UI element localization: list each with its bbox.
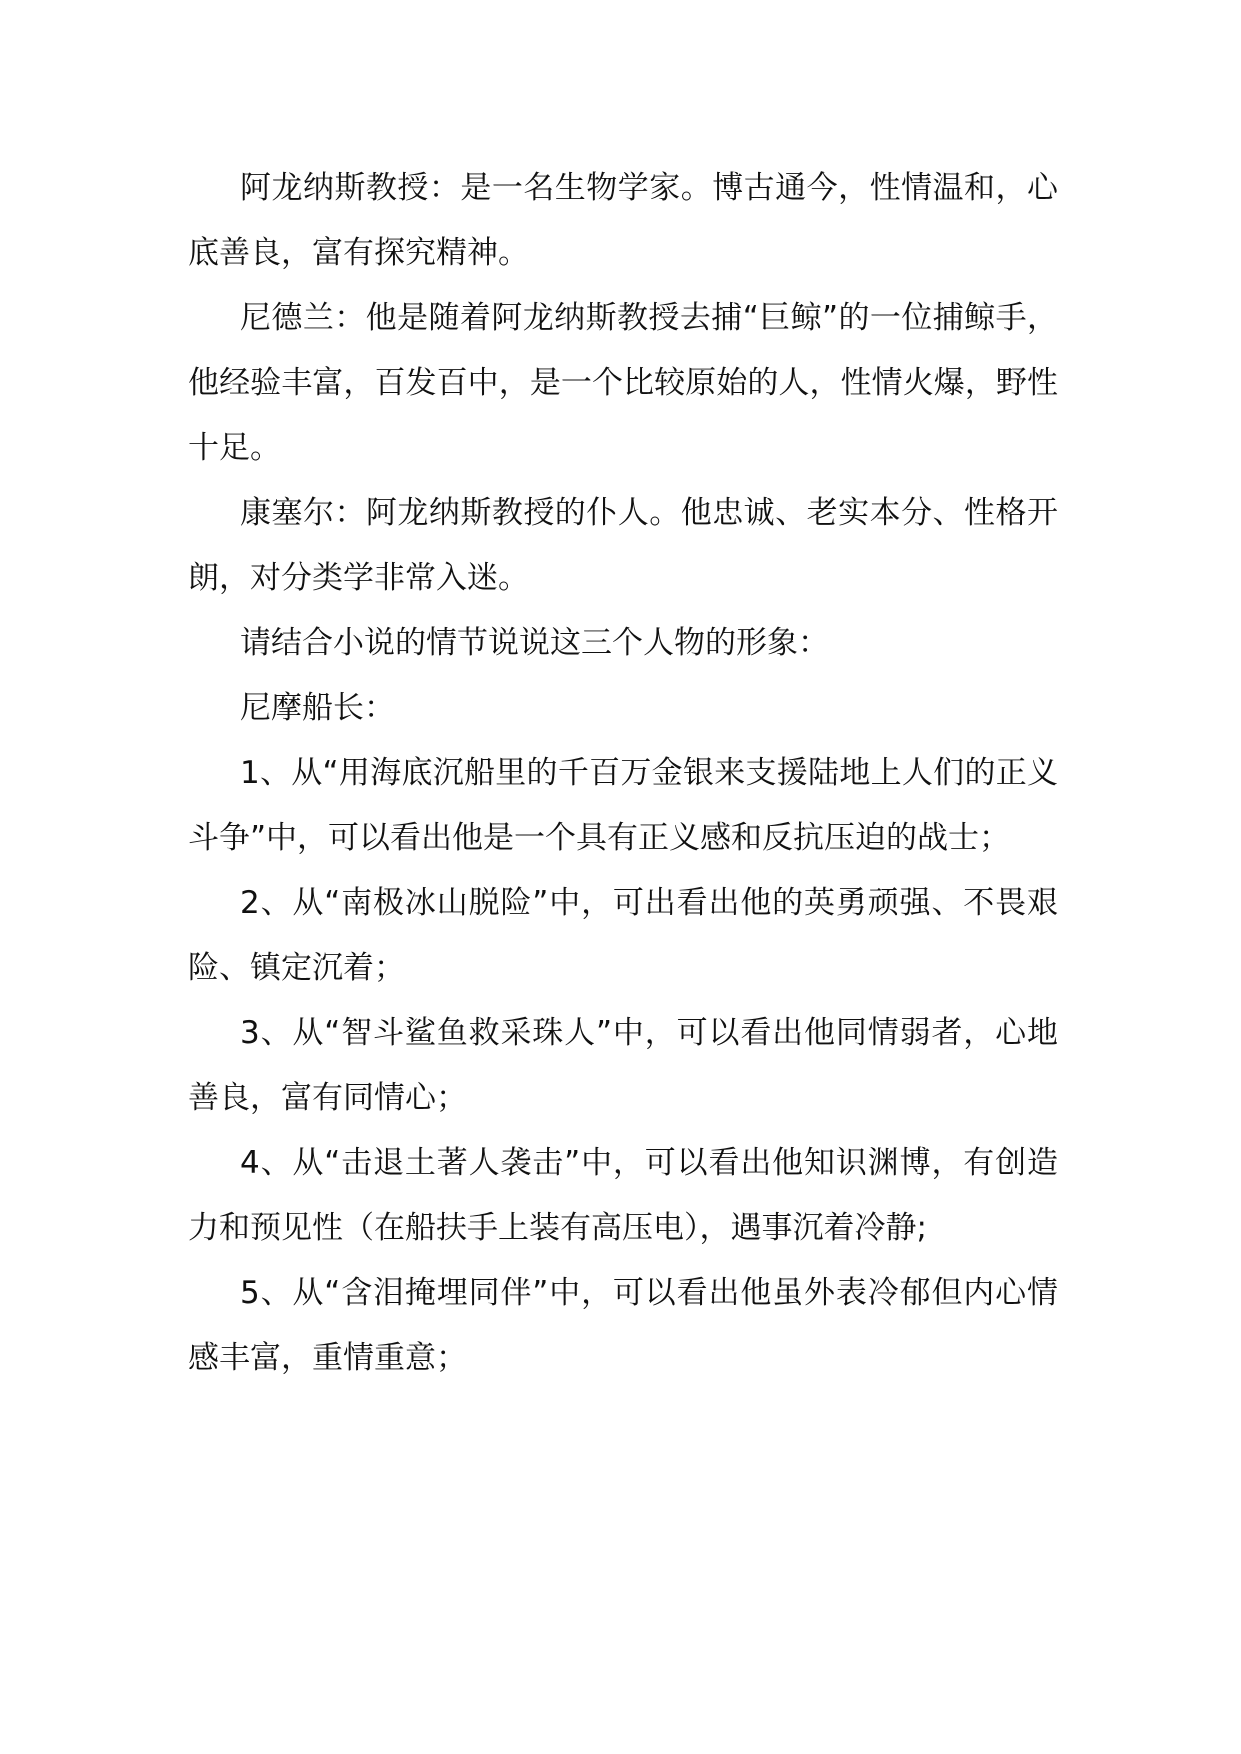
paragraph-professor-aronnax: 阿龙纳斯教授：是一名生物学家。博古通今，性情温和，心底善良，富有探究精神。 [188, 170, 1058, 271]
document-body [188, 156, 1058, 1391]
paragraph-point-4: 4、从“击退土著人袭击”中，可以看出他知识渊博，有创造力和预见性（在船扶手上装有高压电），遇事沉着冷静; [188, 1145, 1058, 1246]
paragraph-prompt: 请结合小说的情节说说这三个人物的形象： [240, 625, 829, 661]
paragraph-point-2: 2、从“南极冰山脱险”中，可出看出他的英勇顽强、不畏艰险、镇定沉着； [188, 885, 1058, 986]
paragraph-point-5: 5、从“含泪掩埋同伴”中，可以看出他虽外表冷郁但内心情感丰富，重情重意； [188, 1275, 1058, 1376]
paragraph-point-1: 1、从“用海底沉船里的千百万金银来支援陆地上人们的正义斗争”中，可以看出他是一个具有正义感和反抗压迫的战士； [188, 755, 1058, 856]
paragraph-point-3: 3、从“智斗鲨鱼救采珠人”中，可以看出他同情弱者，心地善良，富有同情心； [188, 1015, 1058, 1116]
paragraph-ned-land: 尼德兰：他是随着阿龙纳斯教授去捕“巨鲸”的一位捕鲸手，他经验丰富，百发百中，是一个比较原始的人，性情火爆，野性十足。 [188, 300, 1058, 466]
paragraph-conseil: 康塞尔：阿龙纳斯教授的仆人。他忠诚、老实本分、性格开朗，对分类学非常入迷。 [188, 495, 1058, 596]
paragraph-captain-nemo-heading: 尼摩船长： [240, 690, 395, 726]
